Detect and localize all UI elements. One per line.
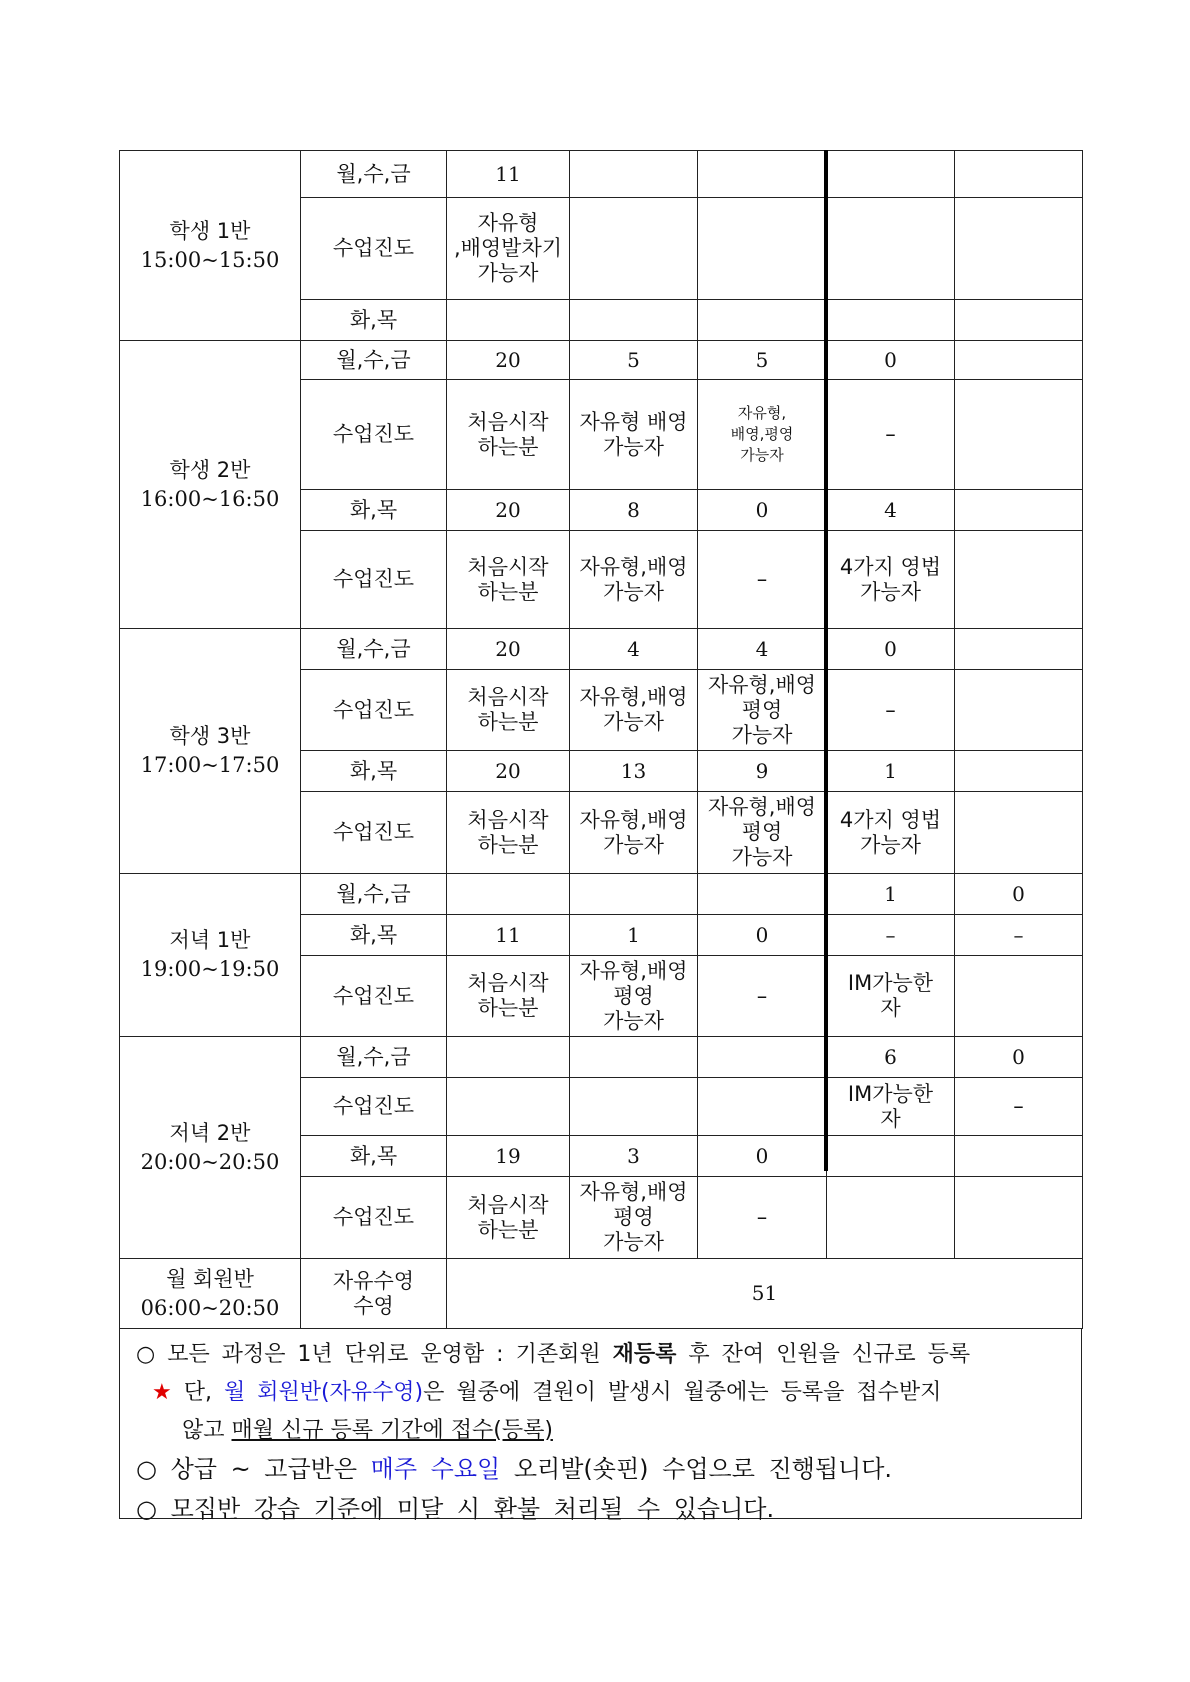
table-cell: 20 (447, 751, 570, 792)
table-cell (698, 300, 827, 341)
table-cell: 화,목 (301, 751, 447, 792)
table-cell (955, 1177, 1083, 1259)
table-cell (955, 792, 1083, 874)
column-divider (824, 150, 828, 1171)
table-cell: 5 (698, 341, 827, 380)
table-cell: 자유형,배영 가능자 (570, 670, 698, 751)
table-cell: 3 (570, 1136, 698, 1177)
table-cell: 0 (827, 629, 955, 670)
table-row (120, 874, 1083, 915)
table-cell: 자유형,배영 평영 가능자 (698, 670, 827, 751)
table-cell (955, 1136, 1083, 1177)
table-cell (955, 629, 1083, 670)
table-cell: 처음시작 하는분 (447, 380, 570, 490)
table-cell: 수업진도 (301, 380, 447, 490)
table-cell: 0 (827, 341, 955, 380)
class-cell: 월 회원반 06:00~20:50 (120, 1259, 301, 1329)
table-cell: 20 (447, 629, 570, 670)
table-row (120, 629, 1083, 670)
table-cell (570, 151, 698, 198)
table-cell (570, 300, 698, 341)
table-cell (955, 751, 1083, 792)
table-cell (955, 670, 1083, 751)
table-cell: – (698, 531, 827, 629)
table-cell: 4 (698, 629, 827, 670)
table-cell (827, 1136, 955, 1177)
table-cell: – (698, 956, 827, 1037)
table-cell: 자유형,배영 평영 가능자 (698, 792, 827, 874)
table-cell: 13 (570, 751, 698, 792)
table-cell: 자유형,배영 평영 가능자 (570, 1177, 698, 1259)
table-cell: 자유형,배영 가능자 (570, 792, 698, 874)
table-cell (447, 1078, 570, 1136)
class-cell: 학생 1반 15:00~15:50 (120, 151, 301, 341)
table-cell: – (827, 915, 955, 956)
table-cell (955, 531, 1083, 629)
table-cell: 처음시작 하는분 (447, 670, 570, 751)
table-cell (570, 1078, 698, 1136)
table-cell: 수업진도 (301, 792, 447, 874)
table-cell: 0 (698, 490, 827, 531)
table-cell (698, 1078, 827, 1136)
table-cell: 11 (447, 915, 570, 956)
table-cell: 1 (827, 874, 955, 915)
table-cell (955, 490, 1083, 531)
note-line-1: ○ 모든 과정은 1년 단위로 운영함 : 기존회원 재등록 후 잔여 인원을 신규로 등록 (136, 1342, 971, 1367)
table-cell: 4 (570, 629, 698, 670)
table-cell: – (955, 1078, 1083, 1136)
table-cell: 처음시작 하는분 (447, 792, 570, 874)
table-cell: 화,목 (301, 300, 447, 341)
table-cell (570, 1037, 698, 1078)
table-cell: – (827, 380, 955, 490)
table-cell: 4가지 영법 가능자 (827, 792, 955, 874)
table-cell: 4 (827, 490, 955, 531)
table-cell: 수업진도 (301, 198, 447, 300)
note-line-4: ○ 상급 ~ 고급반은 매주 수요일 오리발(숏핀) 수업으로 진행됩니다. (136, 1455, 893, 1483)
table-cell (698, 151, 827, 198)
table-cell: 수업진도 (301, 1177, 447, 1259)
table-cell: 월,수,금 (301, 874, 447, 915)
table-cell: IM가능한 자 (827, 1078, 955, 1136)
table-cell: 처음시작 하는분 (447, 956, 570, 1037)
table-cell: 0 (955, 1037, 1083, 1078)
table-row (120, 1037, 1083, 1078)
table-cell: 9 (698, 751, 827, 792)
table-cell: 수업진도 (301, 956, 447, 1037)
note-line-5: ○ 모집반 강습 기준에 미달 시 환불 처리될 수 있습니다. (136, 1495, 775, 1523)
table-cell (827, 198, 955, 300)
table-cell: 처음시작 하는분 (447, 531, 570, 629)
table-cell: 자유형, 배영,평영 가능자 (698, 380, 827, 490)
table-cell (447, 300, 570, 341)
table-cell (570, 198, 698, 300)
table-cell: 0 (698, 1136, 827, 1177)
table-cell: 월,수,금 (301, 341, 447, 380)
table-cell (698, 874, 827, 915)
table-cell: 20 (447, 490, 570, 531)
table-cell: 0 (698, 915, 827, 956)
star-icon: ★ (152, 1380, 172, 1405)
class-cell: 저녁 2반 20:00~20:50 (120, 1037, 301, 1259)
table-cell: 자유형,배영 가능자 (570, 531, 698, 629)
table-cell: 0 (955, 874, 1083, 915)
table-cell: 수업진도 (301, 670, 447, 751)
note-line-2: ★ 단, 월 회원반(자유수영)은 월중에 결원이 발생시 월중에는 등록을 접수받지 (152, 1380, 942, 1405)
table-cell (827, 300, 955, 341)
table-cell: – (955, 915, 1083, 956)
table-cell (447, 874, 570, 915)
table-cell (827, 151, 955, 198)
table-cell: 자유형,배영 평영 가능자 (570, 956, 698, 1037)
table-cell: 11 (447, 151, 570, 198)
note-line-3: 않고 매월 신규 등록 기간에 접수(등록) (182, 1418, 553, 1443)
table-cell: 화,목 (301, 915, 447, 956)
table-cell: 자유수영 수영 (301, 1259, 447, 1329)
notes-box (119, 1329, 1082, 1523)
table-cell: 월,수,금 (301, 151, 447, 198)
table-row (120, 1259, 1083, 1329)
table-cell: 5 (570, 341, 698, 380)
class-cell: 학생 2반 16:00~16:50 (120, 341, 301, 629)
table-cell: 자유형 배영 가능자 (570, 380, 698, 490)
member-count-cell: 51 (447, 1259, 1083, 1329)
table-cell: IM가능한 자 (827, 956, 955, 1037)
table-cell (447, 1037, 570, 1078)
table-cell: 화,목 (301, 1136, 447, 1177)
table-cell: 8 (570, 490, 698, 531)
table-cell: 화,목 (301, 490, 447, 531)
table-cell: 20 (447, 341, 570, 380)
table-cell (955, 300, 1083, 341)
table-cell: 수업진도 (301, 1078, 447, 1136)
table-cell: 처음시작 하는분 (447, 1177, 570, 1259)
table-cell: 월,수,금 (301, 1037, 447, 1078)
table-cell (955, 341, 1083, 380)
table-cell: 자유형 ,배영발차기 가능자 (447, 198, 570, 300)
table-cell (955, 151, 1083, 198)
table-cell: – (827, 670, 955, 751)
table-cell (955, 956, 1083, 1037)
class-cell: 학생 3반 17:00~17:50 (120, 629, 301, 874)
table-cell (955, 380, 1083, 490)
table-row (120, 151, 1083, 198)
table-cell: 19 (447, 1136, 570, 1177)
table-cell: 6 (827, 1037, 955, 1078)
table-cell (955, 198, 1083, 300)
table-cell: – (698, 1177, 827, 1259)
table-cell: 1 (827, 751, 955, 792)
table-cell (827, 1177, 955, 1259)
class-cell: 저녁 1반 19:00~19:50 (120, 874, 301, 1037)
table-cell (698, 198, 827, 300)
table-cell: 수업진도 (301, 531, 447, 629)
table-cell: 월,수,금 (301, 629, 447, 670)
table-cell: 4가지 영법 가능자 (827, 531, 955, 629)
table-cell (698, 1037, 827, 1078)
class-schedule-table (119, 150, 1083, 1329)
table-cell (570, 874, 698, 915)
table-row (120, 341, 1083, 380)
table-cell: 1 (570, 915, 698, 956)
